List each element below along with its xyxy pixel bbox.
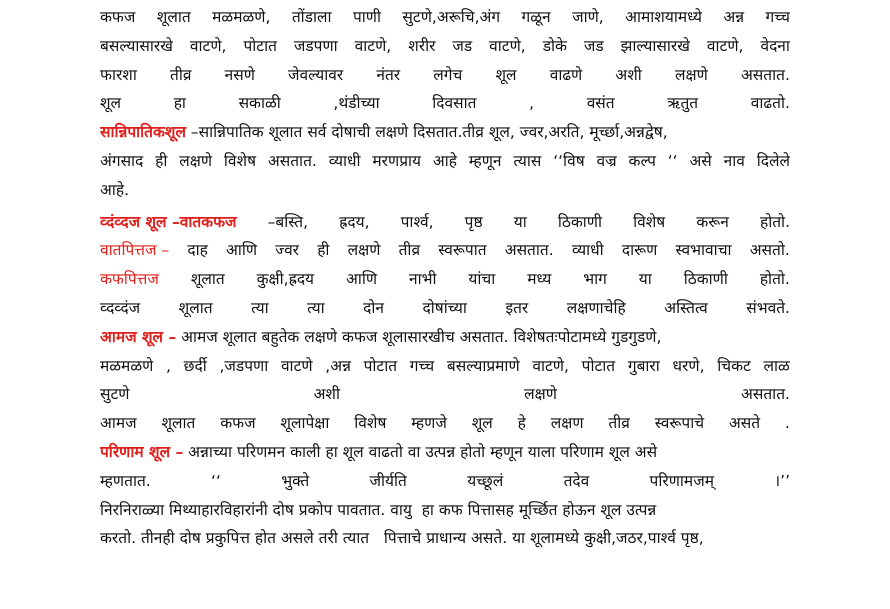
text-line [100,208,790,237]
word: ।’’ [774,471,790,490]
line-text: निरनिराळ्या मिथ्याहारविहारांनी दोष प्रकोप पावतात. वायु हा कफ पित्तासह मूर्च्छित होऊन शूल उत्पन्न [100,500,657,519]
word: ह्रदय, [339,212,370,231]
word: ठिकाणी [683,270,728,289]
word: व्याधी [571,241,604,260]
word: शूलात [156,8,191,26]
word: धरणे, [672,356,705,375]
word: संभवते. [746,298,790,317]
word: ही [317,241,330,260]
word: वज्र [596,151,617,170]
word: पृष्ठ [464,212,483,231]
word: परिणामजम् [649,471,714,490]
word: लक्षणाचेहि [566,298,626,317]
text-line [100,294,790,323]
text-line [100,380,790,409]
word: जडपणा [293,36,338,55]
word: शूलापेक्षा [280,414,330,433]
text-line [100,3,790,32]
word: शूलात [161,414,196,433]
word: व्दव्दंज [100,298,141,317]
word: वाटणे [280,356,313,375]
word: जाणे, [572,8,604,26]
word: असतात. [740,65,790,84]
word: वाटणे, [489,36,526,55]
word: लक्षणे [674,65,708,84]
text-line [100,352,790,381]
word: सुटणे [100,385,130,404]
word: अशी [313,385,340,404]
word: असतात. [741,385,790,404]
text-line [100,118,790,147]
word: कल्प [628,151,656,170]
word: दारूण [621,241,658,260]
word: विशेष [633,212,666,231]
word: विशेष [223,151,257,170]
word: तीव्र [608,414,630,433]
section-heading: वातपित्तज – [100,241,170,260]
word: बसल्याप्रमाणे [446,356,520,375]
word: गच्च [765,8,790,26]
word: आमज [100,414,137,433]
word: ठिकाणी [557,212,602,231]
word: तीव्र [170,65,192,84]
word: म्हणून [468,151,502,170]
section-heading: आमज शूल – [100,327,177,346]
word: ,थंडीच्या [333,94,380,113]
word: आणि [345,270,378,289]
word: स्वरूपाचे [654,414,705,433]
text-line [100,438,790,467]
word: चिकट [717,356,751,375]
section-heading: परिणाम शूल – [100,442,184,461]
word: दोषांच्या [422,298,467,317]
word: मळमळणे [100,356,154,375]
word: छर्दी [183,356,207,375]
word: पोटात [363,356,398,375]
word: शूल [495,65,517,84]
word: नाव [723,151,745,170]
word: आहे [432,151,457,170]
word: , [166,356,171,375]
word: ही [155,151,168,170]
word: जड [583,36,604,55]
word: नसणे [224,65,255,84]
section-heading: सान्निपातिकशूल [100,123,186,142]
text-line [100,524,790,553]
word: भुक्ते [281,471,310,490]
word: करून [696,212,729,231]
text-line [100,89,790,118]
word: वाटणे, [532,356,569,375]
word: या [513,212,527,231]
word: हे [517,414,526,433]
word: लक्षणे [179,151,213,170]
word: विशेष [354,414,387,433]
word: ऋतुत [667,94,699,113]
word: म्हणजे [411,414,447,433]
word: लक्षण [550,414,584,433]
word: वसंत [586,94,615,113]
word: शूलात [178,298,213,317]
word: कुक्षी,ह्रदय [256,270,315,289]
word: वाढणे [549,65,583,84]
text-line [100,323,790,352]
section-heading: कफपित्तज [100,270,159,289]
word: अन्न [723,8,745,26]
word: बसल्यासारखे [100,36,173,55]
line-text: आमज शूलात बहुतेक लक्षणे कफज शूलासारखीच असतात. विशेषतःपोटामध्ये गुडगुडणे, [176,327,662,346]
word: पार्श्व, [400,212,434,231]
word: ‘‘विष [553,151,585,170]
word: पोटात [581,356,616,375]
word: तोंडाला [291,8,332,26]
word: जड [452,36,473,55]
word: जीर्यति [369,471,407,490]
word: हा [173,94,186,113]
word: ज्वर [275,241,300,260]
word: मळमळणे, [212,8,271,26]
line-text: आहे. [100,180,129,199]
word: कफज [220,414,256,433]
word: त्यास [513,151,542,170]
word: या [638,270,652,289]
word: पोटात [243,36,277,55]
section-heading: व्दंव्दज शूल –वातकफज [100,212,237,231]
word: दिवसात [432,94,477,113]
word: लगेच [433,65,463,84]
word: असे [689,151,712,170]
word: वाढतो. [750,94,790,113]
word: गच्च [409,356,435,375]
word: म्हणतात. [100,471,151,490]
word: स्वभावाचा [675,241,732,260]
word: तदेव [563,471,590,490]
word: कफज [100,8,136,26]
text-line [100,409,790,438]
text-line [100,32,790,61]
text-line [100,176,790,205]
text-line [100,467,790,496]
word: दाह [187,241,208,260]
word: शूल [100,94,122,113]
word: होतो. [759,270,790,289]
text-line [100,265,790,294]
word: दिलेले [756,151,790,170]
word: असतात. [504,241,554,260]
text-line [100,147,790,176]
word: आमाशयामध्ये [625,8,702,26]
word: वाटणे, [706,36,744,55]
line-text: अन्नाच्या परिणमन काली हा शूल वाढतो वा उत्पन्न होतो म्हणून याला परिणाम शूल असे [183,442,658,461]
word: वेदना [760,36,790,55]
word: –बस्ति, [267,212,309,231]
word: इतर [505,298,529,317]
word: लक्षणे [347,241,381,260]
word: ,अन्न [325,356,351,375]
word: यच्छूलं [467,471,504,490]
word: अशी [615,65,642,84]
text-line [100,61,790,90]
word: शूलात [190,270,225,289]
word: मरणप्राय [372,151,422,170]
word: जेवल्यावर [288,65,344,84]
word: गळून [521,8,551,26]
word: . [784,414,790,433]
word: सकाळी [238,94,281,113]
word: मध्य [527,270,552,289]
word: ‘‘ [667,151,678,170]
word: वाटणे, [189,36,227,55]
word: अंगसाद [100,151,144,170]
word: लाळ [763,356,790,375]
word: अस्तित्व [664,298,708,317]
word: स्वरूपात [438,241,487,260]
word: नंतर [376,65,401,84]
word: त्या [251,298,269,317]
word: आणि [225,241,258,260]
word: असतो. [749,241,790,260]
word: पाणी [352,8,381,26]
text-line [100,496,790,525]
word: झाल्यासारखे [620,36,690,55]
word: शरीर [408,36,436,55]
word: गुबारा [627,356,660,375]
document-page [100,3,790,553]
word: , [529,94,535,113]
word: असते [728,414,761,433]
text-line [100,236,790,265]
word: त्या [307,298,325,317]
word: दोन [363,298,385,317]
word: व्याधी [328,151,361,170]
word: डोके [542,36,567,55]
word: होतो. [759,212,790,231]
word: ‘‘ [211,471,221,490]
word: सुटणे,अरूचि,अंग [402,8,501,26]
word: लक्षणे [524,385,557,404]
word: शूल [471,414,493,433]
word: असतात. [267,151,317,170]
word: फारशा [100,65,137,84]
word: नाभी [408,270,437,289]
line-text: –सान्निपातिक शूलात सर्व दोषाची लक्षणे दिसतात.तीव्र शूल, ज्वर,अरति, मूर्च्छा,अन्नद्वेष, [185,123,668,142]
word: ,जडपणा [219,356,269,375]
word: भाग [583,270,607,289]
line-text: करतो. तीनही दोष प्रकुपित्त होत असले तरी त्यात पित्ताचे प्राधान्य असते. या शूलामध्ये कुक्षी,जठर,पार्श्व पृष्ठ, [100,529,704,548]
word: यांचा [468,270,496,289]
word: वाटणे, [354,36,392,55]
word: तीव्र [398,241,421,260]
